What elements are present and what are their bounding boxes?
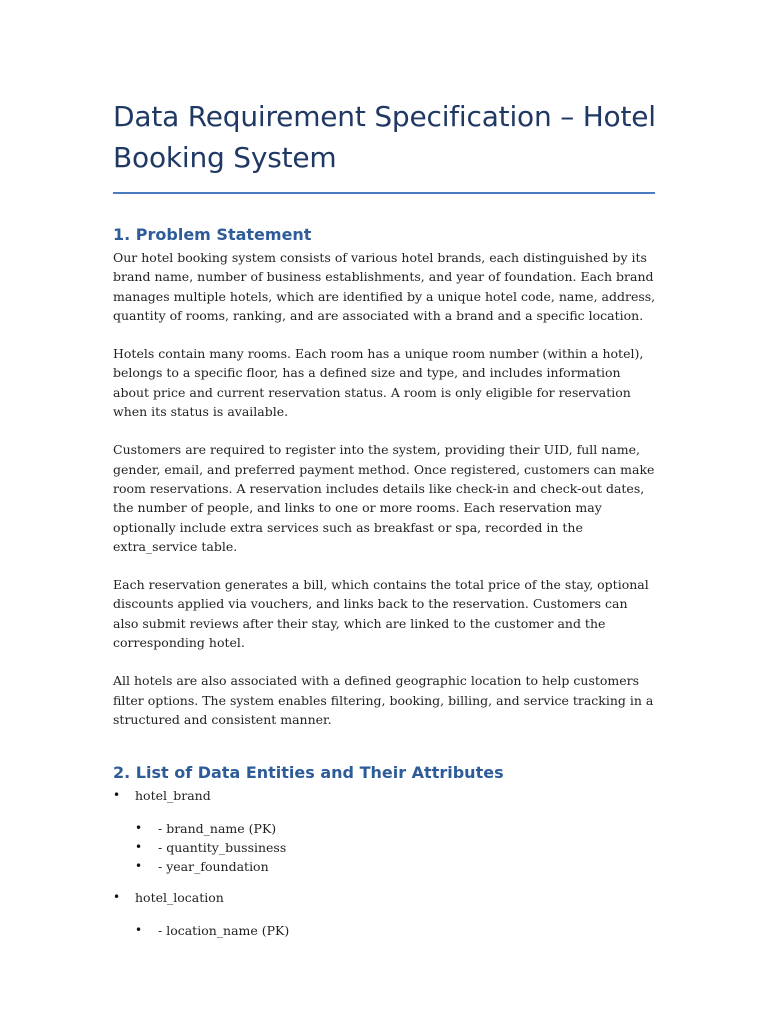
section-heading-data-entities: 2. List of Data Entities and Their Attributes bbox=[113, 763, 504, 783]
attribute-label: - quantity_bussiness bbox=[158, 839, 287, 855]
entity-name: hotel_location bbox=[135, 890, 224, 906]
bullet-icon: • bbox=[135, 820, 143, 835]
title-underline bbox=[113, 192, 655, 194]
attribute-list bbox=[135, 819, 656, 877]
attribute-label: - year_foundation bbox=[158, 859, 269, 875]
entity-list bbox=[113, 786, 656, 940]
bullet-icon: • bbox=[135, 922, 143, 937]
attribute-item bbox=[135, 819, 656, 838]
section-heading-problem-statement: 1. Problem Statement bbox=[113, 225, 312, 244]
entity-name: hotel_brand bbox=[135, 788, 211, 804]
entity-item-hotel-brand bbox=[113, 786, 656, 876]
document-body bbox=[113, 96, 656, 940]
bullet-icon: • bbox=[135, 839, 143, 854]
entity-item-hotel-location bbox=[113, 888, 656, 940]
attribute-item bbox=[135, 838, 656, 857]
paragraph-locations: All hotels are also associated with a defined geographic location to help customers filter options. The system enables filtering, booking, billing, and service tracking in a structured and consistent manner. bbox=[113, 673, 654, 727]
paragraph-billing: Each reservation generates a bill, which contains the total price of the stay, optional discounts applied via vouchers, and links back to the reservation. Customers can also submit reviews after their stay, which are linked to the customer and the corresponding hotel. bbox=[113, 577, 649, 651]
paragraph-customers: Customers are required to register into the system, providing their UID, full name, gender, email, and preferred payment method. Once registered, customers can make room reservations. A reservation includes details like check-in and check-out dates, the number of people, and links to one or more rooms. Each reservation may optionally include extra services such as breakfast or spa, recorded in the extra_service table. bbox=[113, 442, 655, 554]
bullet-icon: • bbox=[113, 788, 121, 803]
paragraph-rooms: Hotels contain many rooms. Each room has a unique room number (within a hotel), belongs to a specific floor, has a defined size and type, and includes information about price and current reservation status. A room is only eligible for reservation when its status is available. bbox=[113, 346, 644, 420]
paragraph-brands: Our hotel booking system consists of various hotel brands, each distinguished by its brand name, number of business establishments, and year of foundation. Each brand manages multiple hotels, which are identified by a unique hotel code, name, address, quantity of rooms, ranking, and are associated with a brand and a specific location. bbox=[113, 250, 656, 323]
attribute-label: - brand_name (PK) bbox=[158, 820, 277, 836]
attribute-label: - location_name (PK) bbox=[158, 922, 290, 938]
attribute-item bbox=[135, 857, 656, 876]
attribute-item bbox=[135, 921, 656, 940]
document-title: Data Requirement Specification – Hotel Booking System bbox=[113, 100, 656, 174]
bullet-icon: • bbox=[113, 890, 121, 905]
bullet-icon: • bbox=[135, 859, 143, 874]
attribute-list bbox=[135, 921, 656, 940]
